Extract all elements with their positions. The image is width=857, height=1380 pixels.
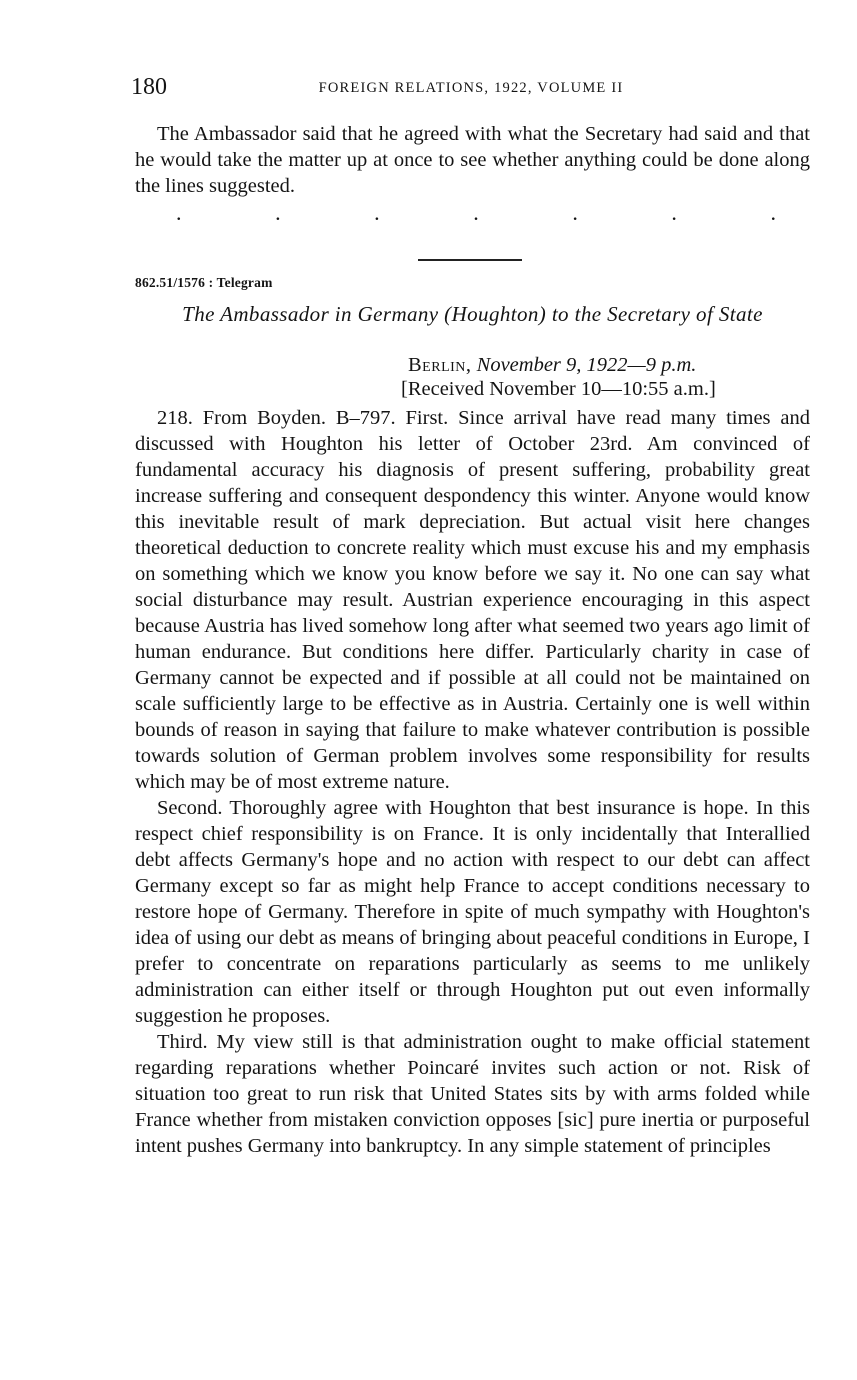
running-title: FOREIGN RELATIONS, 1922, VOLUME II	[318, 80, 624, 96]
ellipsis-dot: .	[671, 200, 677, 225]
page-number: 180	[131, 74, 167, 100]
dateline-date: November 9, 1922—9 p.m.	[476, 354, 697, 376]
page-header	[131, 74, 811, 108]
received-note: [Received November 10—10:55 a.m.]	[401, 378, 716, 400]
ellipsis-dot: .	[473, 200, 479, 225]
ellipsis-dot: .	[176, 200, 182, 225]
intro-paragraph	[135, 121, 810, 199]
section-divider-rule	[418, 259, 522, 261]
ellipsis-divider	[176, 200, 776, 225]
file-reference: 862.51/1576 : Telegram	[135, 275, 273, 290]
paragraph-first: 218. From Boyden. B–797. First. Since arrival have read many times and discussed with Houghton his letter of October 23rd. Am convinced of fundamental accuracy his diagnosis of present suffering, probability great increase suffering and consequent despondency this winter. Anyone would know this inevitable result of mark depreciation. But actual visit here changes theoretical deduction to concrete reality which must excuse his and my emphasis on something which we know you know before we say it. No one can say what social disturbance may result. Austrian experience encouraging in this aspect because Austria has lived somehow long after what seemed two years ago limit of human endurance. But conditions here differ. Particularly charity in case of Germany cannot be expected and if possible at all could not be maintained on scale sufficiently large to be effective as in Austria. Certainly one is well within bounds of reason in saying that failure to make whatever contribution is possible towards solution of German problem involves some responsibility for results which may be of most extreme nature.	[135, 407, 810, 793]
ellipsis-dot: .	[572, 200, 578, 225]
telegram-body	[135, 405, 810, 1159]
ellipsis-dot: .	[770, 200, 776, 225]
paragraph-second: Second. Thoroughly agree with Houghton that best insurance is hope. In this respect chief responsibility is on France. It is only incidentally that Interallied debt affects Germany's hope and no action with respect to our debt can affect Germany except so far as might help France to accept conditions necessary to restore hope of Germany. Therefore in spite of much sympathy with Houghton's idea of using our debt as means of bringing about peaceful conditions in Europe, I prefer to concentrate on reparations particularly as seems to me unlikely administration can either itself or through Houghton put out even informally suggestion he proposes.	[135, 797, 810, 1027]
dateline-city: Berlin,	[408, 354, 472, 376]
dateline	[408, 352, 696, 378]
document-title: The Ambassador in Germany (Houghton) to the Secretary of State	[182, 302, 763, 326]
ellipsis-dot: .	[374, 200, 380, 225]
intro-paragraph-text: The Ambassador said that he agreed with what the Secretary had said and that he would take the matter up at once to see whether anything could be done along the lines suggested.	[135, 123, 810, 197]
paragraph-third: Third. My view still is that administration ought to make official statement regarding reparations whether Poincaré invites such action or not. Risk of situation too great to run risk that United States sits by with arms folded while France whether from mistaken conviction opposes [sic] pure inertia or purposeful intent pushes Germany into bankruptcy. In any simple statement of principles	[135, 1031, 810, 1157]
ellipsis-dot: .	[275, 200, 281, 225]
